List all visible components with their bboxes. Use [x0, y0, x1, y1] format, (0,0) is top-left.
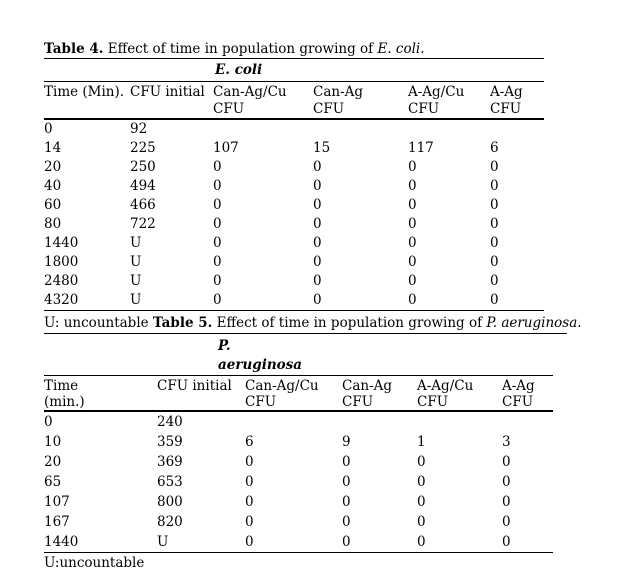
cell-time: 167	[44, 514, 70, 530]
cell-a-ag: 6	[490, 140, 499, 156]
cell-a-ag: 0	[490, 197, 499, 213]
table-row	[44, 432, 553, 452]
cell-a-ag	[502, 412, 553, 432]
cell-a-ag-cu: 0	[408, 216, 417, 232]
cell-time: 2480	[44, 273, 79, 289]
cell-time: 1440	[44, 534, 79, 550]
header-line-2: CFU	[245, 394, 277, 410]
header-line-2: CFU	[408, 101, 440, 117]
header-line-1: Can-Ag/Cu	[213, 84, 287, 100]
table-row	[44, 158, 544, 177]
table-row	[44, 492, 553, 512]
cell-a-ag-cu: 117	[408, 140, 434, 156]
cell-time: 1800	[44, 254, 79, 270]
table-row	[44, 120, 544, 139]
cell-cfu-initial: U	[130, 254, 142, 270]
cell-can-ag-cu: 0	[213, 273, 222, 289]
table4-header-cell	[130, 84, 213, 118]
table4-column-headers	[44, 82, 544, 120]
table5	[44, 334, 553, 553]
cell-a-ag: 3	[502, 434, 511, 450]
uncountable-note: U: uncountable	[44, 315, 153, 331]
cell-can-ag: 0	[313, 197, 322, 213]
cell-can-ag	[342, 412, 417, 432]
header-line-1: Time (Min).	[44, 84, 125, 100]
header-line-2: CFU	[490, 101, 522, 117]
cell-cfu-initial: U	[130, 273, 142, 289]
table-row	[44, 452, 553, 472]
cell-a-ag-cu: 0	[417, 474, 426, 490]
cell-can-ag-cu: 0	[213, 254, 222, 270]
table4-species-header	[44, 59, 544, 82]
table-row	[44, 177, 544, 196]
table4-species-title: E. coli	[215, 62, 263, 78]
cell-a-ag: 0	[502, 474, 511, 490]
table5-caption-text: Effect of time in population growing of	[212, 315, 487, 331]
table-row	[44, 215, 544, 234]
table5-header-cell	[44, 378, 157, 410]
table-row	[44, 272, 544, 291]
cell-can-ag: 0	[342, 494, 351, 510]
table5-caption-label: Table 5.	[152, 315, 213, 331]
table5-species-title-line2: aeruginosa	[218, 357, 302, 373]
cell-can-ag-cu: 0	[213, 235, 222, 251]
cell-time: 40	[44, 178, 62, 194]
cell-time: 65	[44, 474, 62, 490]
table4-caption-label: Table 4.	[44, 41, 104, 57]
cell-a-ag-cu: 0	[408, 159, 417, 175]
cell-can-ag: 15	[313, 140, 331, 156]
cell-a-ag: 0	[502, 494, 511, 510]
cell-a-ag: 0	[490, 178, 499, 194]
header-line-1: A-Ag	[502, 378, 535, 394]
cell-a-ag-cu: 0	[408, 292, 417, 308]
cell-cfu-initial: 722	[130, 216, 156, 232]
table5-header-cell	[417, 378, 502, 410]
table-row	[44, 412, 553, 432]
header-line-2: CFU	[342, 394, 374, 410]
cell-can-ag-cu: 107	[213, 140, 239, 156]
cell-a-ag-cu: 1	[417, 434, 426, 450]
cell-a-ag: 0	[502, 514, 511, 530]
table5-header-cell	[245, 378, 342, 410]
cell-cfu-initial: U	[130, 235, 142, 251]
cell-can-ag: 0	[313, 254, 322, 270]
cell-a-ag-cu: 0	[408, 178, 417, 194]
cell-can-ag: 0	[313, 292, 322, 308]
cell-can-ag-cu	[245, 412, 342, 432]
table5-footnote: U:uncountable	[44, 555, 145, 571]
header-line-1: Can-Ag/Cu	[245, 378, 319, 394]
cell-can-ag: 0	[342, 454, 351, 470]
cell-time: 107	[44, 494, 70, 510]
table4-header-cell	[213, 84, 313, 118]
table4-caption	[44, 41, 567, 58]
cell-a-ag-cu: 0	[408, 273, 417, 289]
cell-cfu-initial: 653	[157, 474, 183, 490]
table-row	[44, 472, 553, 492]
table5-caption-period: .	[577, 315, 582, 331]
cell-can-ag: 0	[313, 273, 322, 289]
cell-can-ag: 0	[313, 178, 322, 194]
cell-a-ag: 0	[490, 292, 499, 308]
cell-can-ag-cu: 6	[245, 434, 254, 450]
table4-header-cell	[313, 84, 408, 118]
table-row	[44, 291, 544, 310]
cell-a-ag-cu: 0	[408, 235, 417, 251]
table4-header-cell	[44, 84, 130, 118]
cell-can-ag: 0	[313, 159, 322, 175]
cell-can-ag: 0	[342, 474, 351, 490]
header-line-2: CFU	[502, 394, 534, 410]
cell-time: 20	[44, 454, 62, 470]
cell-a-ag: 0	[502, 454, 511, 470]
header-line-1: Can-Ag	[342, 378, 393, 394]
header-line-2: CFU	[213, 101, 245, 117]
cell-a-ag-cu: 0	[408, 197, 417, 213]
table4-footnote-and-table5-caption	[44, 313, 582, 334]
cell-time: 80	[44, 216, 62, 232]
cell-cfu-initial: 494	[130, 178, 156, 194]
cell-a-ag: 0	[490, 216, 499, 232]
table4-body	[44, 120, 544, 311]
cell-time: 20	[44, 159, 62, 175]
header-line-2: (min.)	[44, 394, 85, 410]
header-line-1: A-Ag	[490, 84, 523, 100]
cell-cfu-initial: 225	[130, 140, 156, 156]
cell-can-ag: 0	[342, 514, 351, 530]
cell-can-ag-cu: 0	[245, 494, 254, 510]
table-row	[44, 196, 544, 215]
cell-cfu-initial: 369	[157, 454, 183, 470]
table4-caption-species: E. coli	[377, 41, 421, 57]
cell-can-ag: 0	[342, 534, 351, 550]
table4-header-cell	[490, 84, 544, 118]
cell-can-ag: 0	[313, 216, 322, 232]
cell-cfu-initial: U	[130, 292, 142, 308]
cell-cfu-initial: 800	[157, 494, 183, 510]
table-row	[44, 253, 544, 272]
table4-header-cell	[408, 84, 490, 118]
table5-body	[44, 412, 553, 553]
cell-a-ag-cu	[408, 120, 490, 139]
cell-time: 0	[44, 414, 53, 430]
cell-can-ag-cu: 0	[245, 454, 254, 470]
cell-can-ag-cu: 0	[245, 474, 254, 490]
cell-can-ag-cu: 0	[213, 292, 222, 308]
cell-cfu-initial: 250	[130, 159, 156, 175]
table5-column-headers	[44, 376, 553, 412]
cell-cfu-initial: U	[157, 534, 169, 550]
cell-cfu-initial: 466	[130, 197, 156, 213]
cell-cfu-initial: 359	[157, 434, 183, 450]
cell-cfu-initial: 820	[157, 514, 183, 530]
header-line-1: CFU initial	[157, 378, 232, 394]
table5-species-title-line1: P.	[218, 338, 231, 354]
cell-can-ag-cu: 0	[213, 159, 222, 175]
cell-time: 60	[44, 197, 62, 213]
table4-caption-period: .	[420, 41, 425, 57]
cell-a-ag-cu: 0	[417, 534, 426, 550]
cell-time: 14	[44, 140, 62, 156]
cell-time: 1440	[44, 235, 79, 251]
cell-a-ag	[490, 120, 544, 139]
cell-can-ag-cu: 0	[213, 216, 222, 232]
header-line-1: Can-Ag	[313, 84, 364, 100]
cell-time: 4320	[44, 292, 79, 308]
cell-a-ag-cu: 0	[417, 454, 426, 470]
cell-can-ag: 0	[313, 235, 322, 251]
cell-a-ag-cu: 0	[417, 494, 426, 510]
cell-a-ag: 0	[490, 273, 499, 289]
cell-can-ag-cu: 0	[245, 514, 254, 530]
cell-time: 10	[44, 434, 62, 450]
cell-can-ag-cu: 0	[213, 197, 222, 213]
table5-header-cell	[502, 378, 553, 410]
header-line-1: A-Ag/Cu	[408, 84, 465, 100]
cell-can-ag-cu: 0	[213, 178, 222, 194]
cell-a-ag-cu	[417, 412, 502, 432]
table-row	[44, 139, 544, 158]
table5-header-cell	[342, 378, 417, 410]
header-line-1: A-Ag/Cu	[417, 378, 474, 394]
table4	[44, 58, 544, 311]
table-row	[44, 234, 544, 253]
header-line-2: CFU	[417, 394, 449, 410]
cell-can-ag: 9	[342, 434, 351, 450]
cell-a-ag-cu: 0	[408, 254, 417, 270]
table4-caption-text: Effect of time in population growing of	[103, 41, 378, 57]
document-body	[44, 0, 582, 571]
cell-a-ag: 0	[502, 534, 511, 550]
cell-cfu-initial: 92	[130, 121, 148, 137]
cell-can-ag-cu	[213, 120, 313, 139]
table-row	[44, 532, 553, 552]
cell-can-ag	[313, 120, 408, 139]
header-line-2: CFU	[313, 101, 345, 117]
cell-a-ag-cu: 0	[417, 514, 426, 530]
cell-a-ag: 0	[490, 235, 499, 251]
header-line-1: Time	[44, 378, 79, 394]
table5-species-header	[44, 334, 553, 376]
cell-a-ag: 0	[490, 254, 499, 270]
cell-can-ag-cu: 0	[245, 534, 254, 550]
table5-caption-species: P. aeruginosa	[486, 315, 578, 331]
cell-time: 0	[44, 121, 53, 137]
table-row	[44, 512, 553, 532]
cell-a-ag: 0	[490, 159, 499, 175]
table5-header-cell	[157, 378, 245, 410]
cell-cfu-initial: 240	[157, 414, 183, 430]
header-line-1: CFU initial	[130, 84, 205, 100]
